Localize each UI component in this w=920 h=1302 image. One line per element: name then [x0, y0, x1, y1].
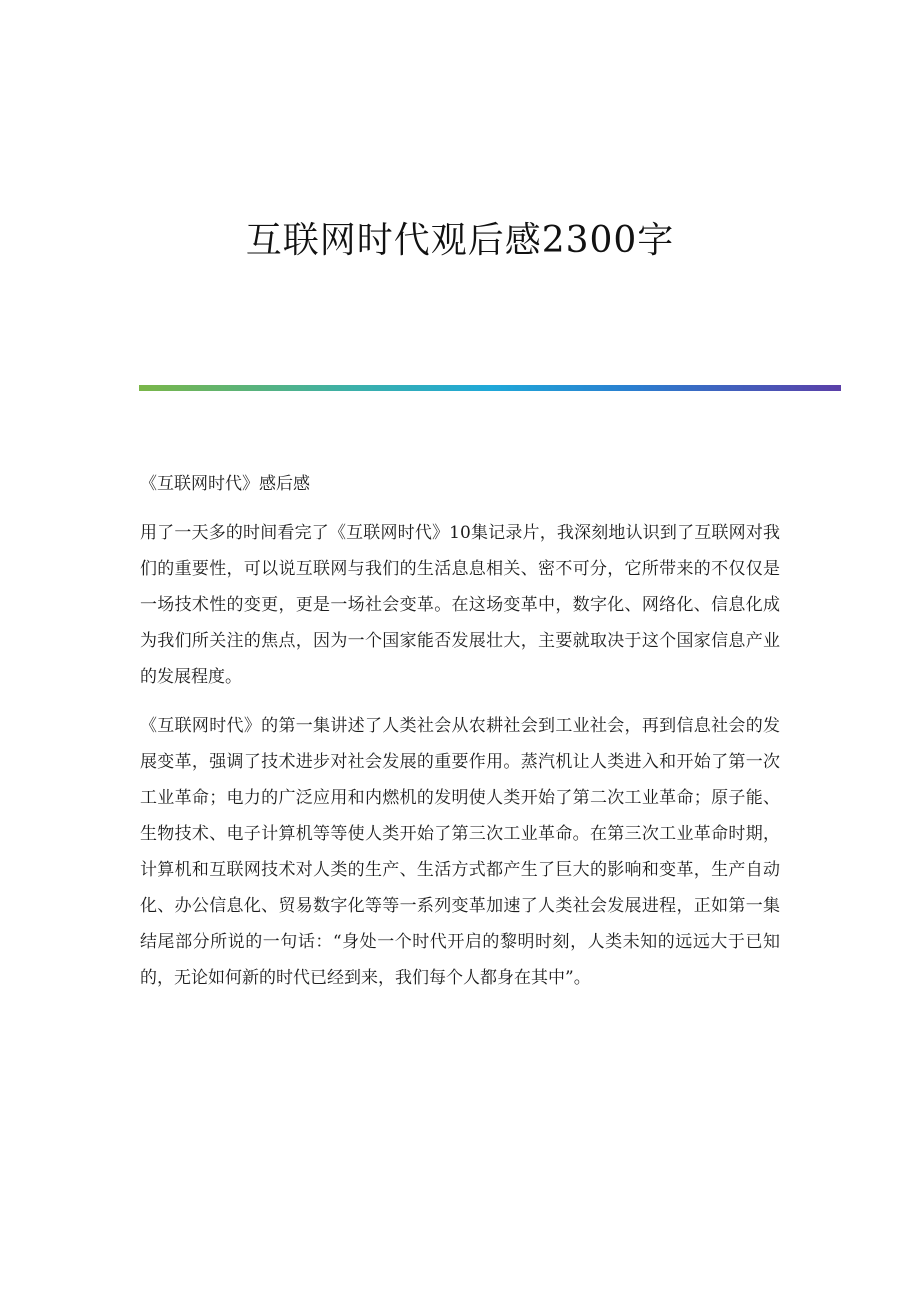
gradient-divider [139, 385, 841, 391]
paragraph-1: 用了一天多的时间看完了《互联网时代》10集记录片，我深刻地认识到了互联网对我们的重要性，可以说互联网与我们的生活息息相关、密不可分，它所带来的不仅仅是一场技术性的变更，更是一场社会变革。在这场变革中，数字化、网络化、信息化成为我们所关注的焦点，因为一个国家能否发展壮大，主要就取决于这个国家信息产业的发展程度。 [140, 523, 780, 687]
page-title: 互联网时代观后感2300字 [245, 220, 675, 261]
document-body [140, 466, 780, 1009]
subtitle: 《互联网时代》感后感 [140, 474, 310, 494]
paragraph-2: 《互联网时代》的第一集讲述了人类社会从农耕社会到工业社会，再到信息社会的发展变革，强调了技术进步对社会发展的重要作用。蒸汽机让人类进入和开始了第一次工业革命；电力的广泛应用和内燃机的发明使人类开始了第二次工业革命；原子能、生物技术、电子计算机等等使人类开始了第三次工业革命。在第三次工业革命时期，计算机和互联网技术对人类的生产、生活方式都产生了巨大的影响和变革，生产自动化、办公信息化、贸易数字化等等一系列变革加速了人类社会发展进程，正如第一集结尾部分所说的一句话：“身处一个时代开启的黎明时刻，人类未知的远远大于已知的，无论如何新的时代已经到来，我们每个人都身在其中”。 [140, 716, 780, 988]
